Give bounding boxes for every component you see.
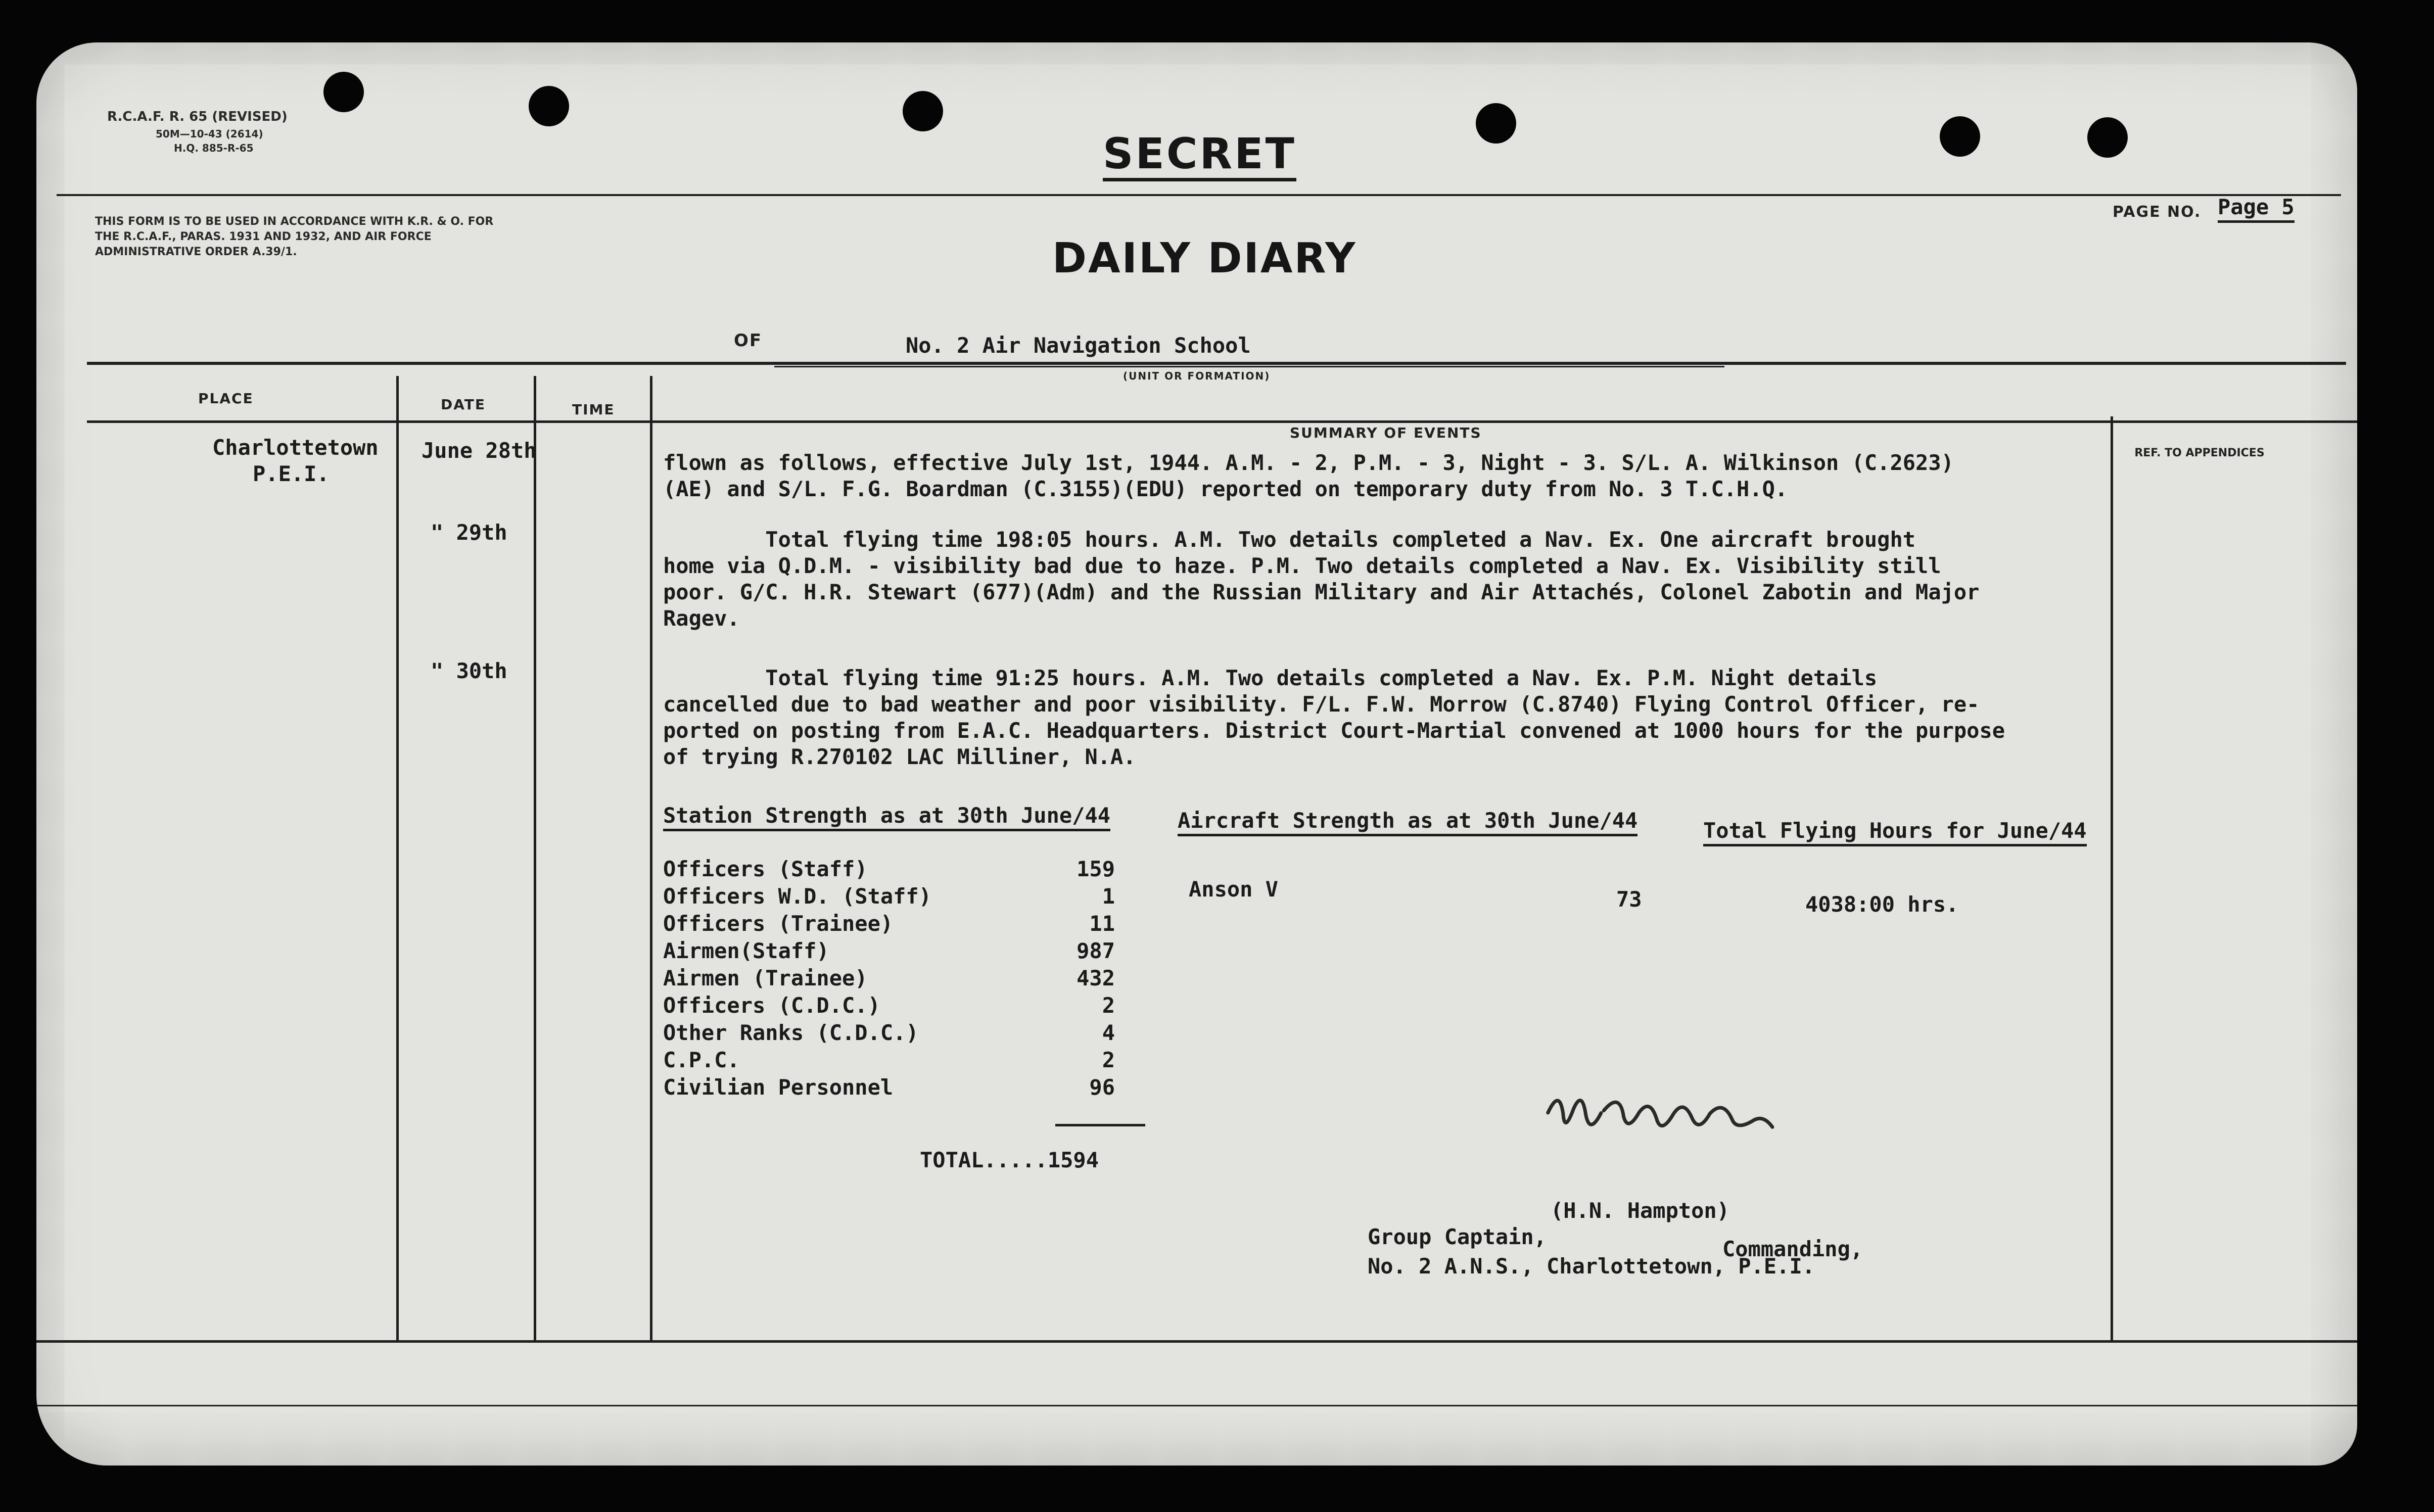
strength-label: C.P.C.: [663, 1048, 740, 1072]
strength-label: Airmen(Staff): [663, 938, 829, 963]
entry-line: home via Q.D.M. - visibility bad due to haze. P.M. Two details completed a Nav. Ex. Visibility still: [663, 553, 1941, 578]
entry-line: poor. G/C. H.R. Stewart (677)(Adm) and the Russian Military and Air Attachés, Colonel Zabotin and Major: [663, 580, 1980, 604]
of-label: OF: [734, 330, 763, 351]
strength-label: Officers W.D. (Staff): [663, 884, 932, 909]
entry-line: Total flying time 198:05 hours. A.M. Two details completed a Nav. Ex. One aircraft brought: [663, 527, 1916, 552]
strength-label: Civilian Personnel: [663, 1075, 894, 1100]
signature-scribble: [1541, 1077, 1787, 1161]
column-divider: [650, 376, 652, 1341]
print-line: H.Q. 885-R-65: [174, 142, 254, 154]
strength-value: 11: [1089, 911, 1115, 936]
total-rule: [1055, 1124, 1145, 1126]
total-flying-hours: 4038:00 hrs.: [1805, 892, 1959, 917]
entry-line: (AE) and S/L. F.G. Boardman (C.3155)(EDU) reported on temporary duty from No. 3 T.C.H.Q.: [663, 477, 1788, 501]
aircraft-type: Anson V: [1189, 877, 1279, 902]
aircraft-count: 73: [1616, 887, 1642, 912]
strength-value: 96: [1089, 1075, 1115, 1100]
signatory-rank: Group Captain,: [1368, 1224, 1547, 1249]
entry-line: Total flying time 91:25 hours. A.M. Two details completed a Nav. Ex. P.M. Night details: [663, 666, 1878, 690]
col-header-summary: SUMMARY OF EVENTS: [1290, 424, 1482, 441]
diary-sheet: [36, 42, 2357, 1466]
col-header-time: TIME: [572, 401, 615, 418]
unit-caption: (UNIT OR FORMATION): [1123, 370, 1271, 382]
strength-value: 2: [1102, 1048, 1115, 1072]
aircraft-strength-heading: Aircraft Strength as at 30th June/44: [1178, 808, 1637, 836]
date-entry: " 29th: [431, 520, 507, 545]
entry-line: flown as follows, effective July 1st, 1944. A.M. - 2, P.M. - 3, Night - 3. S/L. A. Wilkinson (C.2623): [663, 450, 1954, 475]
column-divider: [396, 376, 399, 1341]
column-divider: [534, 376, 536, 1341]
signatory-role: Commanding,: [1722, 1237, 1863, 1261]
date-entry: June 28th: [422, 438, 537, 463]
punch-hole: [1940, 116, 1980, 157]
signatory-unit: No. 2 A.N.S., Charlottetown, P.E.I.: [1368, 1254, 1815, 1279]
date-entry: " 30th: [431, 658, 507, 683]
station-strength-total: TOTAL.....1594: [920, 1148, 1099, 1172]
page-label: PAGE NO.: [2113, 203, 2202, 221]
strength-label: Officers (Staff): [663, 857, 868, 881]
col-header-date: DATE: [441, 396, 486, 413]
entry-line: cancelled due to bad weather and poor visibility. F/L. F.W. Morrow (C.8740) Flying Control Officer, re-: [663, 692, 1980, 717]
punch-hole: [2087, 117, 2128, 158]
table-top-rule: [87, 362, 2346, 365]
strength-label: Officers (Trainee): [663, 911, 894, 936]
table-header-rule: [87, 420, 2357, 423]
strength-value: 2: [1102, 993, 1115, 1018]
print-line: 50M—10-43 (2614): [156, 128, 263, 140]
place-name: Charlottetown: [212, 435, 379, 460]
flying-hours-heading: Total Flying Hours for June/44: [1703, 818, 2087, 846]
strength-value: 432: [1076, 966, 1115, 990]
form-number: R.C.A.F. R. 65 (REVISED): [107, 109, 288, 124]
signatory-name: (H.N. Hampton): [1551, 1198, 1730, 1223]
rule: [57, 194, 2341, 196]
entry-line: Ragev.: [663, 606, 740, 631]
entry-line: of trying R.270102 LAC Milliner, N.A.: [663, 744, 1136, 769]
classification-heading: SECRET: [1103, 129, 1296, 181]
strength-value: 4: [1102, 1020, 1115, 1045]
punch-hole: [323, 72, 364, 112]
strength-label: Other Ranks (C.D.C.): [663, 1020, 919, 1045]
column-divider: [2111, 416, 2113, 1341]
strength-label: Airmen (Trainee): [663, 966, 868, 990]
col-header-place: PLACE: [198, 390, 254, 407]
place-province: P.E.I.: [253, 461, 330, 486]
page-number: Page 5: [2218, 194, 2295, 223]
handwritten-signature: [1540, 1077, 1787, 1170]
usage-note: THIS FORM IS TO BE USED IN ACCORDANCE WITH K.R. & O. FOR THE R.C.A.F., PARAS. 1931 AND 1932, AND AIR FORCE ADMINISTRATIVE ORDER A.39/1.: [95, 215, 494, 258]
unit-underline: [774, 366, 1724, 367]
punch-hole: [1476, 103, 1516, 144]
unit-name: No. 2 Air Navigation School: [906, 333, 1251, 358]
punch-hole: [529, 86, 569, 126]
table-bottom-rule: [36, 1340, 2357, 1343]
document-title: DAILY DIARY: [1052, 234, 1357, 282]
entry-line: ported on posting from E.A.C. Headquarters. District Court-Martial convened at 1000 hours for the purpose: [663, 718, 2005, 743]
punch-hole: [903, 91, 943, 131]
footer-rule: [36, 1405, 2357, 1406]
station-strength-heading: Station Strength as at 30th June/44: [663, 802, 1110, 831]
strength-label: Officers (C.D.C.): [663, 993, 880, 1018]
strength-value: 987: [1076, 938, 1115, 963]
col-header-ref: REF. TO APPENDICES: [2134, 447, 2265, 459]
strength-value: 1: [1102, 884, 1115, 909]
strength-value: 159: [1076, 857, 1115, 881]
